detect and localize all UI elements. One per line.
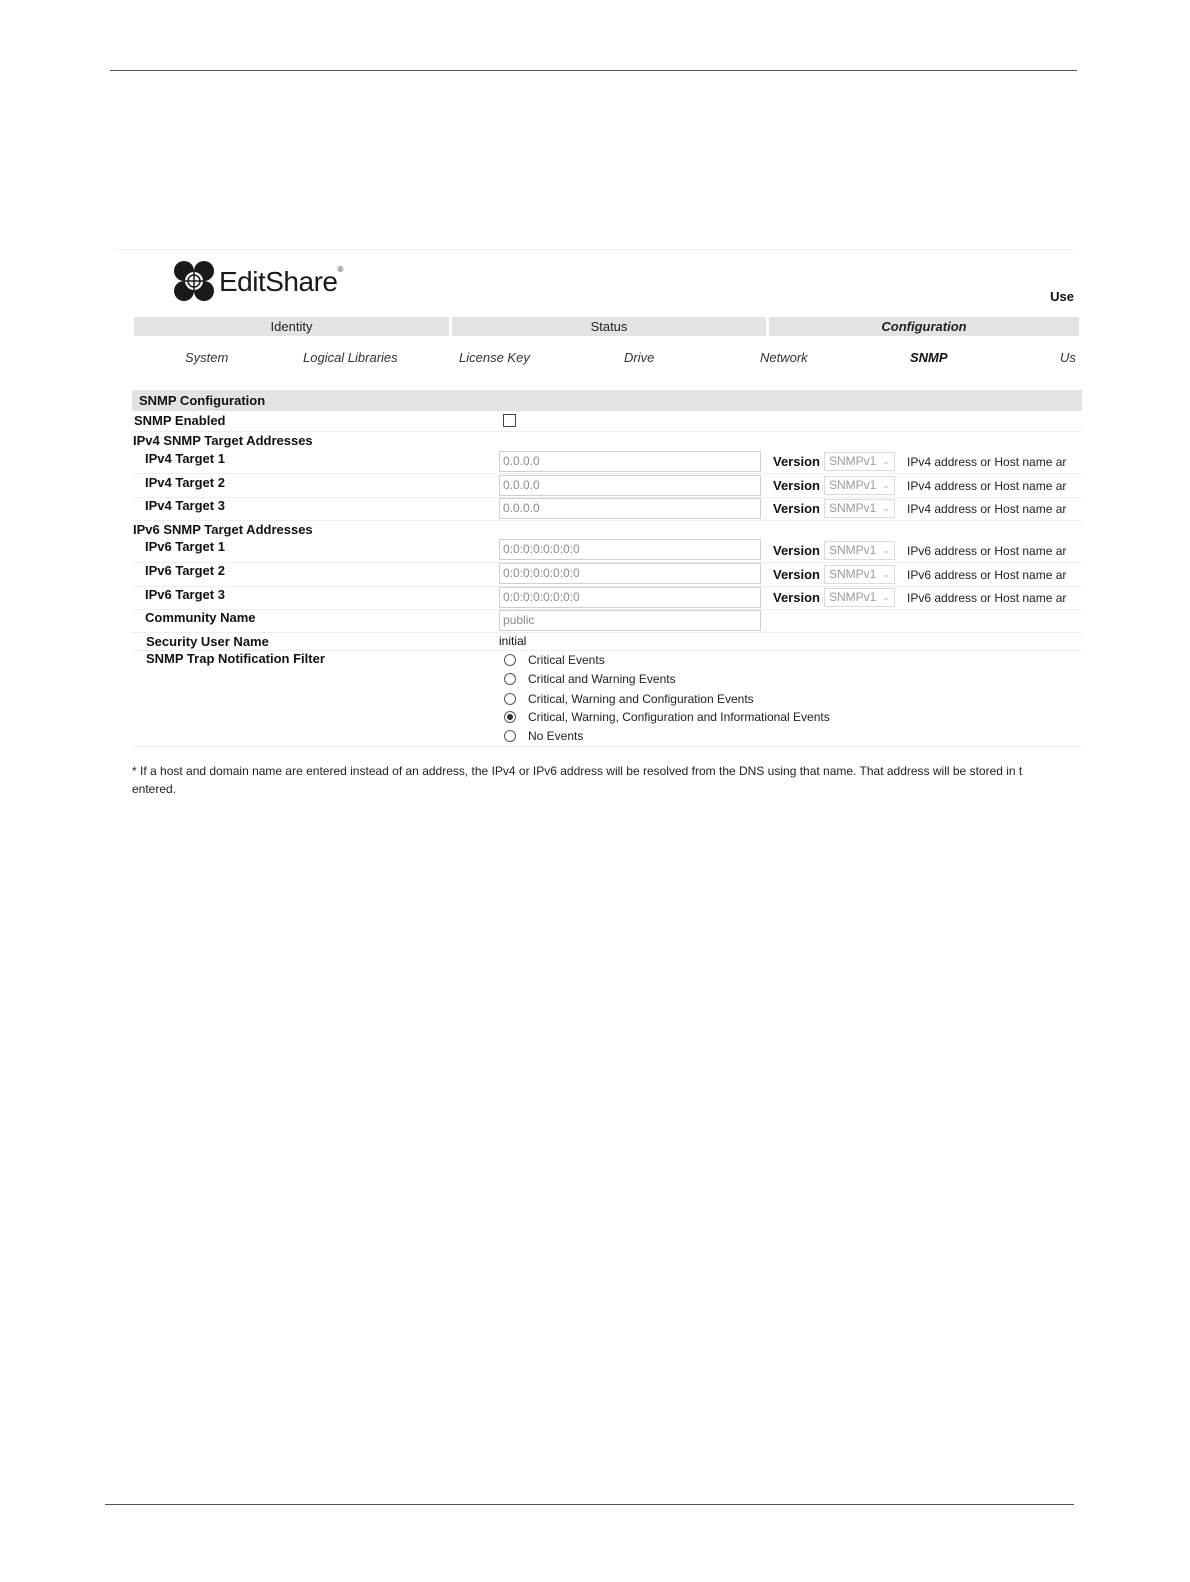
dns-footnote: * If a host and domain name are entered instead of an address, the IPv4 or IPv6 address will be resolved from the DNS using that name. That address will be stored in t [132,764,1023,778]
ipv4-target-3-input[interactable]: 0.0.0.0 [499,498,761,519]
ipv4-target-1-hint: IPv4 address or Host name ar [907,455,1067,469]
version-value: SNMPv1 [829,567,877,581]
ipv4-target-1-label: IPv4 Target 1 [145,451,225,466]
ipv6-heading: IPv6 SNMP Target Addresses [133,522,313,537]
radio-button-selected[interactable] [504,711,516,723]
ipv4-target-3-version-label: Version [773,501,820,516]
subtab-logical-libraries[interactable]: Logical Libraries [303,350,398,365]
ipv6-target-2-input[interactable]: 0:0:0:0:0:0:0:0 [499,563,761,584]
ipv6-target-1-input[interactable]: 0:0:0:0:0:0:0:0 [499,539,761,560]
ipv6-target-2-version-select[interactable] [824,565,895,584]
ipv6-target-1-version-label: Version [773,543,820,558]
page-bottom-rule [105,1504,1074,1505]
trap-option-label: Critical Events [528,653,605,667]
ipv6-target-3-version-label: Version [773,590,820,605]
ipv6-target-1-label: IPv6 Target 1 [145,539,225,554]
subtab-users[interactable]: Us [1060,350,1076,365]
snmp-enabled-label: SNMP Enabled [134,413,226,428]
ipv4-target-1-version-select[interactable] [824,452,895,471]
tab-identity[interactable]: Identity [134,317,449,336]
ipv4-target-2-version-label: Version [773,478,820,493]
community-name-label: Community Name [145,610,256,625]
version-value: SNMPv1 [829,590,877,604]
dns-footnote-continued: entered. [132,782,177,796]
row-divider [132,431,1082,432]
radio-button[interactable] [504,730,516,742]
radio-button[interactable] [504,673,516,685]
trap-option-label: Critical, Warning and Configuration Events [528,692,754,706]
chevron-down-icon: ⌄ [882,545,890,555]
ipv4-target-3-hint: IPv4 address or Host name ar [907,502,1067,516]
ipv4-target-2-input[interactable]: 0.0.0.0 [499,475,761,496]
ipv4-target-3-label: IPv4 Target 3 [145,498,225,513]
ipv6-target-1-hint: IPv6 address or Host name ar [907,544,1067,558]
ipv4-heading: IPv4 SNMP Target Addresses [133,433,313,448]
trap-filter-label: SNMP Trap Notification Filter [146,651,325,666]
snmp-config-header: SNMP Configuration [132,390,1082,411]
chevron-down-icon: ⌄ [882,503,890,513]
editshare-logo-icon [173,260,215,302]
row-divider [132,473,1082,474]
ipv4-target-1-version-label: Version [773,454,820,469]
trap-option-label: Critical and Warning Events [528,672,676,686]
screenshot-frame [115,249,1076,796]
ipv6-target-3-label: IPv6 Target 3 [145,587,225,602]
subtab-network[interactable]: Network [760,350,808,365]
ipv4-target-2-label: IPv4 Target 2 [145,475,225,490]
version-value: SNMPv1 [829,454,877,468]
ipv6-target-3-input[interactable]: 0:0:0:0:0:0:0:0 [499,587,761,608]
subtab-system[interactable]: System [185,350,229,365]
ipv6-target-2-label: IPv6 Target 2 [145,563,225,578]
subtab-drive[interactable]: Drive [624,350,655,365]
tab-configuration[interactable]: Configuration [769,317,1079,336]
tab-status[interactable]: Status [452,317,766,336]
ipv6-target-2-hint: IPv6 address or Host name ar [907,568,1067,582]
version-value: SNMPv1 [829,478,877,492]
ipv4-target-2-version-select[interactable] [824,476,895,495]
community-name-input[interactable]: public [499,610,761,631]
logo-wordmark: EditShare® [219,265,343,297]
ipv4-target-2-hint: IPv4 address or Host name ar [907,479,1067,493]
version-value: SNMPv1 [829,501,877,515]
version-value: SNMPv1 [829,543,877,557]
security-user-value: initial [499,634,527,648]
ipv6-target-2-version-label: Version [773,567,820,582]
ipv6-target-3-hint: IPv6 address or Host name ar [907,591,1067,605]
row-divider [132,520,1082,521]
radio-button[interactable] [504,654,516,666]
ipv6-target-3-version-select[interactable] [824,588,895,607]
row-divider [132,632,1082,633]
trap-option-label: No Events [528,729,584,743]
ipv4-target-3-version-select[interactable] [824,499,895,518]
radio-button[interactable] [504,693,516,705]
ipv4-target-1-input[interactable]: 0.0.0.0 [499,451,761,472]
subtab-snmp[interactable]: SNMP [910,350,948,365]
chevron-down-icon: ⌄ [882,456,890,466]
page-top-rule [110,70,1077,71]
chevron-down-icon: ⌄ [882,569,890,579]
snmp-enabled-checkbox[interactable] [503,414,516,427]
subtab-license-key[interactable]: License Key [459,350,530,365]
chevron-down-icon: ⌄ [882,592,890,602]
security-user-label: Security User Name [146,634,269,649]
trap-option-label: Critical, Warning, Configuration and Informational Events [528,710,830,724]
chevron-down-icon: ⌄ [882,480,890,490]
user-label[interactable]: Use [1050,289,1074,304]
ipv6-target-1-version-select[interactable] [824,541,895,560]
row-divider [132,746,1082,747]
